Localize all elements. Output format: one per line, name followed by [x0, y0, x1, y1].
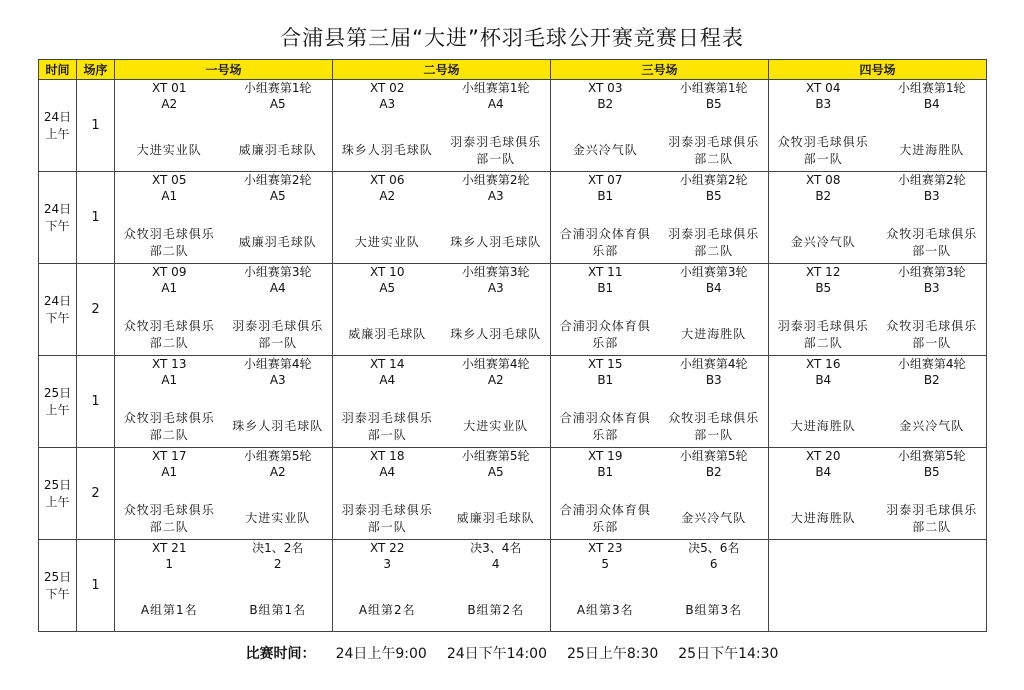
team-slot: B2	[815, 189, 832, 203]
match-right-side	[442, 264, 551, 355]
match-right-side	[660, 448, 769, 539]
schedule-row	[39, 448, 987, 540]
match-code: XT 06	[370, 173, 405, 187]
team-name: 众牧羽毛球俱乐部二队	[123, 318, 215, 350]
team-name-box	[224, 592, 333, 629]
team-name-box	[551, 316, 660, 353]
team-slot: A4	[487, 97, 504, 111]
team-name-box	[769, 132, 878, 169]
match-stage: 小组赛第5轮	[897, 449, 966, 463]
team-name: 众牧羽毛球俱乐部二队	[123, 410, 215, 442]
match-left-side	[333, 80, 442, 171]
team-slot: A4	[269, 281, 286, 295]
team-name: 威廉羽毛球队	[238, 235, 317, 249]
session-time: 24日下午	[43, 293, 72, 325]
match-right-side	[660, 356, 769, 447]
team-slot: 4	[491, 557, 500, 571]
schedule-table	[38, 59, 987, 632]
session-time-cell	[39, 448, 77, 540]
match-time: 24日上午9:00	[335, 646, 427, 662]
match-code: XT 17	[152, 449, 187, 463]
team-slot: B5	[705, 189, 722, 203]
team-name: 大进实业队	[245, 511, 311, 525]
match-stage: 小组赛第3轮	[897, 265, 966, 279]
match-left-side	[115, 264, 224, 355]
match-right-side	[878, 356, 987, 447]
match-times-label: 比赛时间：	[245, 646, 316, 662]
team-name: 羽泰羽毛球俱乐部二队	[668, 226, 760, 258]
team-slot: B2	[597, 97, 614, 111]
match-stage: 小组赛第5轮	[461, 449, 530, 463]
header-court-4: 四号场	[769, 60, 987, 80]
session-time: 25日下午	[43, 569, 72, 601]
page-title: 合浦县第三届“大进”杯羽毛球公开赛竞赛日程表	[280, 26, 744, 50]
match-right-side	[442, 356, 551, 447]
team-name: 众牧羽毛球俱乐部二队	[123, 226, 215, 258]
court-2-match-cell	[333, 448, 551, 540]
team-name-box	[660, 132, 769, 169]
match-left-side	[769, 540, 878, 631]
court-2-match-cell	[333, 172, 551, 264]
team-name-box	[442, 132, 551, 169]
team-slot: A3	[269, 373, 286, 387]
match-left-side	[115, 448, 224, 539]
team-name-box	[769, 408, 878, 445]
team-slot: B4	[923, 97, 940, 111]
match-left-side	[333, 540, 442, 631]
team-slot: A1	[161, 189, 178, 203]
team-slot: A2	[487, 373, 504, 387]
court-1-match-cell	[115, 448, 333, 540]
team-slot: B5	[815, 281, 832, 295]
match-time: 24日下午14:00	[446, 646, 547, 662]
team-slot: 5	[601, 557, 610, 571]
team-slot: 2	[273, 557, 282, 571]
match-code: XT 22	[370, 541, 405, 555]
team-name-box	[769, 500, 878, 537]
match-left-side	[769, 356, 878, 447]
match-left-side	[551, 448, 660, 539]
team-name: 羽泰羽毛球俱乐部一队	[232, 318, 324, 350]
team-slot: A1	[161, 465, 178, 479]
match-code: XT 12	[806, 265, 841, 279]
team-name: 羽泰羽毛球俱乐部一队	[450, 134, 542, 166]
match-code: XT 10	[370, 265, 405, 279]
team-name: 羽泰羽毛球俱乐部一队	[341, 410, 433, 442]
schedule-row	[39, 80, 987, 172]
team-name: 羽泰羽毛球俱乐部一队	[341, 502, 433, 534]
match-left-side	[551, 356, 660, 447]
match-left-side	[769, 172, 878, 263]
team-name: 大进实业队	[354, 235, 420, 249]
team-name-box	[660, 408, 769, 445]
court-2-match-cell	[333, 80, 551, 172]
court-1-match-cell	[115, 172, 333, 264]
schedule-row	[39, 540, 987, 632]
team-name-box	[224, 224, 333, 261]
match-stage: 小组赛第2轮	[679, 173, 748, 187]
session-time: 24日上午	[43, 109, 72, 141]
match-code: XT 08	[806, 173, 841, 187]
header-time: 时间	[39, 60, 77, 80]
session-order: 1	[77, 172, 115, 264]
team-slot: B2	[705, 465, 722, 479]
team-name-box	[442, 408, 551, 445]
match-left-side	[115, 356, 224, 447]
team-name: 大进实业队	[136, 143, 202, 157]
court-3-match-cell	[551, 448, 769, 540]
team-slot: A3	[379, 97, 396, 111]
team-name: 众牧羽毛球俱乐部一队	[668, 410, 760, 442]
team-name-box	[115, 132, 224, 169]
team-name: 众牧羽毛球俱乐部一队	[886, 318, 978, 350]
team-slot: A2	[269, 465, 286, 479]
court-3-match-cell	[551, 264, 769, 356]
match-left-side	[115, 540, 224, 631]
team-slot: A5	[269, 189, 286, 203]
team-name: 金兴冷气队	[899, 419, 965, 433]
team-slot: A1	[161, 281, 178, 295]
court-4-match-cell	[769, 80, 987, 172]
team-name: 珠乡人羽毛球队	[450, 235, 542, 249]
match-code: XT 20	[806, 449, 841, 463]
team-slot: B1	[597, 281, 614, 295]
team-name: B组第3名	[685, 603, 743, 617]
team-name: 威廉羽毛球队	[238, 143, 317, 157]
team-name-box	[878, 316, 987, 353]
team-name-box	[333, 500, 442, 537]
match-left-side	[551, 540, 660, 631]
session-order: 2	[77, 264, 115, 356]
match-right-side	[224, 448, 333, 539]
team-slot: A1	[161, 373, 178, 387]
match-stage: 小组赛第3轮	[679, 265, 748, 279]
match-left-side	[769, 448, 878, 539]
team-name-box	[333, 316, 442, 353]
match-code: XT 15	[588, 357, 623, 371]
court-3-match-cell	[551, 172, 769, 264]
team-name-box	[660, 224, 769, 261]
session-time-cell	[39, 80, 77, 172]
match-left-side	[769, 264, 878, 355]
match-code: XT 02	[370, 81, 405, 95]
match-right-side	[660, 264, 769, 355]
match-stage: 小组赛第5轮	[243, 449, 312, 463]
team-slot: A3	[487, 281, 504, 295]
team-slot: B3	[923, 189, 940, 203]
header-court-2: 二号场	[333, 60, 551, 80]
team-name: 金兴冷气队	[572, 143, 638, 157]
match-stage: 决5、6名	[688, 541, 740, 555]
schedule-row	[39, 264, 987, 356]
session-order: 1	[77, 540, 115, 632]
match-left-side	[115, 172, 224, 263]
court-4-match-cell	[769, 540, 987, 632]
team-name: 大进海胜队	[790, 419, 856, 433]
team-name: 羽泰羽毛球俱乐部二队	[777, 318, 869, 350]
team-name-box	[551, 132, 660, 169]
team-name: A组第3名	[576, 603, 634, 617]
match-code: XT 03	[588, 81, 623, 95]
match-right-side	[224, 80, 333, 171]
team-name: 众牧羽毛球俱乐部二队	[123, 502, 215, 534]
match-code: XT 13	[152, 357, 187, 371]
team-name-box	[333, 408, 442, 445]
match-stage: 小组赛第4轮	[679, 357, 748, 371]
team-name: 金兴冷气队	[790, 235, 856, 249]
team-slot: 3	[383, 557, 392, 571]
match-code: XT 16	[806, 357, 841, 371]
team-name: 合浦羽众体育俱乐部	[559, 318, 651, 350]
court-3-match-cell	[551, 80, 769, 172]
match-stage: 小组赛第1轮	[461, 81, 530, 95]
team-slot: A3	[487, 189, 504, 203]
team-slot: A4	[379, 373, 396, 387]
match-code: XT 05	[152, 173, 187, 187]
court-1-match-cell	[115, 264, 333, 356]
match-stage: 小组赛第4轮	[897, 357, 966, 371]
team-name-box	[115, 500, 224, 537]
match-right-side	[660, 540, 769, 631]
team-slot: A4	[379, 465, 396, 479]
team-name: 珠乡人羽毛球队	[450, 327, 542, 341]
team-name: B组第2名	[467, 603, 525, 617]
match-left-side	[333, 448, 442, 539]
team-slot: A5	[379, 281, 396, 295]
session-time: 25日上午	[43, 385, 72, 417]
team-name: 众牧羽毛球俱乐部一队	[777, 134, 869, 166]
header-order: 场序	[77, 60, 115, 80]
team-name: A组第2名	[358, 603, 416, 617]
team-name: 羽泰羽毛球俱乐部二队	[668, 134, 760, 166]
team-name-box	[660, 500, 769, 537]
team-slot: A2	[379, 189, 396, 203]
court-2-match-cell	[333, 540, 551, 632]
team-slot: A2	[161, 97, 178, 111]
match-right-side	[660, 172, 769, 263]
match-right-side	[442, 80, 551, 171]
court-2-match-cell	[333, 264, 551, 356]
team-name-box	[333, 592, 442, 629]
match-stage: 决1、2名	[252, 541, 304, 555]
team-name: 大进海胜队	[790, 511, 856, 525]
team-name-box	[442, 500, 551, 537]
court-4-match-cell	[769, 264, 987, 356]
team-slot: A5	[487, 465, 504, 479]
match-stage: 小组赛第4轮	[243, 357, 312, 371]
team-name: 大进海胜队	[681, 327, 747, 341]
team-name-box	[660, 316, 769, 353]
team-name-box	[878, 408, 987, 445]
match-stage: 小组赛第5轮	[679, 449, 748, 463]
team-slot: B1	[597, 373, 614, 387]
team-slot: B1	[597, 465, 614, 479]
team-name-box	[551, 224, 660, 261]
match-right-side	[442, 448, 551, 539]
match-stage: 小组赛第1轮	[243, 81, 312, 95]
match-right-side	[224, 356, 333, 447]
team-name-box	[224, 132, 333, 169]
court-1-match-cell	[115, 356, 333, 448]
team-name: 威廉羽毛球队	[456, 511, 535, 525]
team-name-box	[224, 316, 333, 353]
match-time: 25日下午14:30	[678, 646, 779, 662]
match-right-side	[878, 172, 987, 263]
team-name-box	[115, 316, 224, 353]
match-code: XT 19	[588, 449, 623, 463]
team-slot: B3	[923, 281, 940, 295]
match-times-footer	[0, 643, 1024, 663]
session-time: 24日下午	[43, 201, 72, 233]
team-slot: B3	[815, 97, 832, 111]
schedule-row	[39, 356, 987, 448]
header-row	[39, 60, 987, 80]
team-name: 羽泰羽毛球俱乐部二队	[886, 502, 978, 534]
match-right-side	[442, 172, 551, 263]
session-order: 2	[77, 448, 115, 540]
court-4-match-cell	[769, 448, 987, 540]
team-name: 合浦羽众体育俱乐部	[559, 502, 651, 534]
team-name-box	[333, 224, 442, 261]
match-stage: 决3、4名	[470, 541, 522, 555]
header-court-3: 三号场	[551, 60, 769, 80]
team-name: 大进实业队	[463, 419, 529, 433]
team-name-box	[115, 408, 224, 445]
team-slot: B4	[815, 465, 832, 479]
court-2-match-cell	[333, 356, 551, 448]
team-name-box	[551, 500, 660, 537]
match-left-side	[115, 80, 224, 171]
team-slot: B4	[815, 373, 832, 387]
team-slot: B1	[597, 189, 614, 203]
match-left-side	[333, 356, 442, 447]
team-name-box	[878, 132, 987, 169]
match-right-side	[224, 172, 333, 263]
session-time: 25日上午	[43, 477, 72, 509]
team-name: 合浦羽众体育俱乐部	[559, 226, 651, 258]
team-name-box	[551, 592, 660, 629]
match-right-side	[878, 448, 987, 539]
match-stage: 小组赛第2轮	[461, 173, 530, 187]
team-slot: A5	[269, 97, 286, 111]
team-name: 金兴冷气队	[681, 511, 747, 525]
match-code: XT 09	[152, 265, 187, 279]
team-name-box	[878, 500, 987, 537]
team-slot: 6	[709, 557, 718, 571]
team-name: A组第1名	[140, 603, 198, 617]
match-code: XT 04	[806, 81, 841, 95]
court-4-match-cell	[769, 172, 987, 264]
session-time-cell	[39, 540, 77, 632]
team-name-box	[224, 408, 333, 445]
match-right-side	[660, 80, 769, 171]
team-name: 威廉羽毛球队	[348, 327, 427, 341]
team-name: 合浦羽众体育俱乐部	[559, 410, 651, 442]
match-stage: 小组赛第3轮	[461, 265, 530, 279]
session-time-cell	[39, 172, 77, 264]
team-slot: B5	[923, 465, 940, 479]
match-right-side	[878, 540, 987, 631]
match-code: XT 18	[370, 449, 405, 463]
team-name: 珠乡人羽毛球队	[232, 419, 324, 433]
match-code: XT 11	[588, 265, 623, 279]
session-time-cell	[39, 264, 77, 356]
court-3-match-cell	[551, 356, 769, 448]
team-name-box	[769, 316, 878, 353]
team-name-box	[551, 408, 660, 445]
match-code: XT 07	[588, 173, 623, 187]
team-name-box	[878, 224, 987, 261]
header-court-1: 一号场	[115, 60, 333, 80]
court-3-match-cell	[551, 540, 769, 632]
match-code: XT 23	[588, 541, 623, 555]
team-slot: B5	[705, 97, 722, 111]
court-4-match-cell	[769, 356, 987, 448]
match-stage: 小组赛第2轮	[897, 173, 966, 187]
schedule-row	[39, 172, 987, 264]
team-name: 大进海胜队	[899, 143, 965, 157]
team-name-box	[115, 224, 224, 261]
match-stage: 小组赛第1轮	[679, 81, 748, 95]
match-code: XT 01	[152, 81, 187, 95]
team-name-box	[769, 224, 878, 261]
team-name-box	[442, 224, 551, 261]
court-1-match-cell	[115, 540, 333, 632]
team-name-box	[769, 592, 878, 629]
team-name-box	[333, 132, 442, 169]
team-name: 珠乡人羽毛球队	[341, 143, 433, 157]
match-stage: 小组赛第2轮	[243, 173, 312, 187]
match-code: XT 14	[370, 357, 405, 371]
match-stage: 小组赛第3轮	[243, 265, 312, 279]
session-order: 1	[77, 356, 115, 448]
match-left-side	[333, 264, 442, 355]
match-right-side	[442, 540, 551, 631]
team-slot: B2	[923, 373, 940, 387]
session-time-cell	[39, 356, 77, 448]
match-left-side	[551, 172, 660, 263]
team-slot: B4	[705, 281, 722, 295]
team-name-box	[442, 592, 551, 629]
match-left-side	[551, 264, 660, 355]
match-time: 25日上午8:30	[567, 646, 659, 662]
team-name: B组第1名	[249, 603, 307, 617]
team-slot: B3	[705, 373, 722, 387]
match-right-side	[224, 540, 333, 631]
match-right-side	[878, 264, 987, 355]
team-slot: 1	[165, 557, 174, 571]
match-right-side	[224, 264, 333, 355]
match-stage: 小组赛第4轮	[461, 357, 530, 371]
match-left-side	[551, 80, 660, 171]
match-right-side	[878, 80, 987, 171]
match-stage: 小组赛第1轮	[897, 81, 966, 95]
team-name-box	[224, 500, 333, 537]
team-name: 众牧羽毛球俱乐部一队	[886, 226, 978, 258]
court-1-match-cell	[115, 80, 333, 172]
team-name-box	[878, 592, 987, 629]
session-order: 1	[77, 80, 115, 172]
match-code: XT 21	[152, 541, 187, 555]
team-name-box	[442, 316, 551, 353]
match-left-side	[333, 172, 442, 263]
team-name-box	[660, 592, 769, 629]
match-left-side	[769, 80, 878, 171]
team-name-box	[115, 592, 224, 629]
